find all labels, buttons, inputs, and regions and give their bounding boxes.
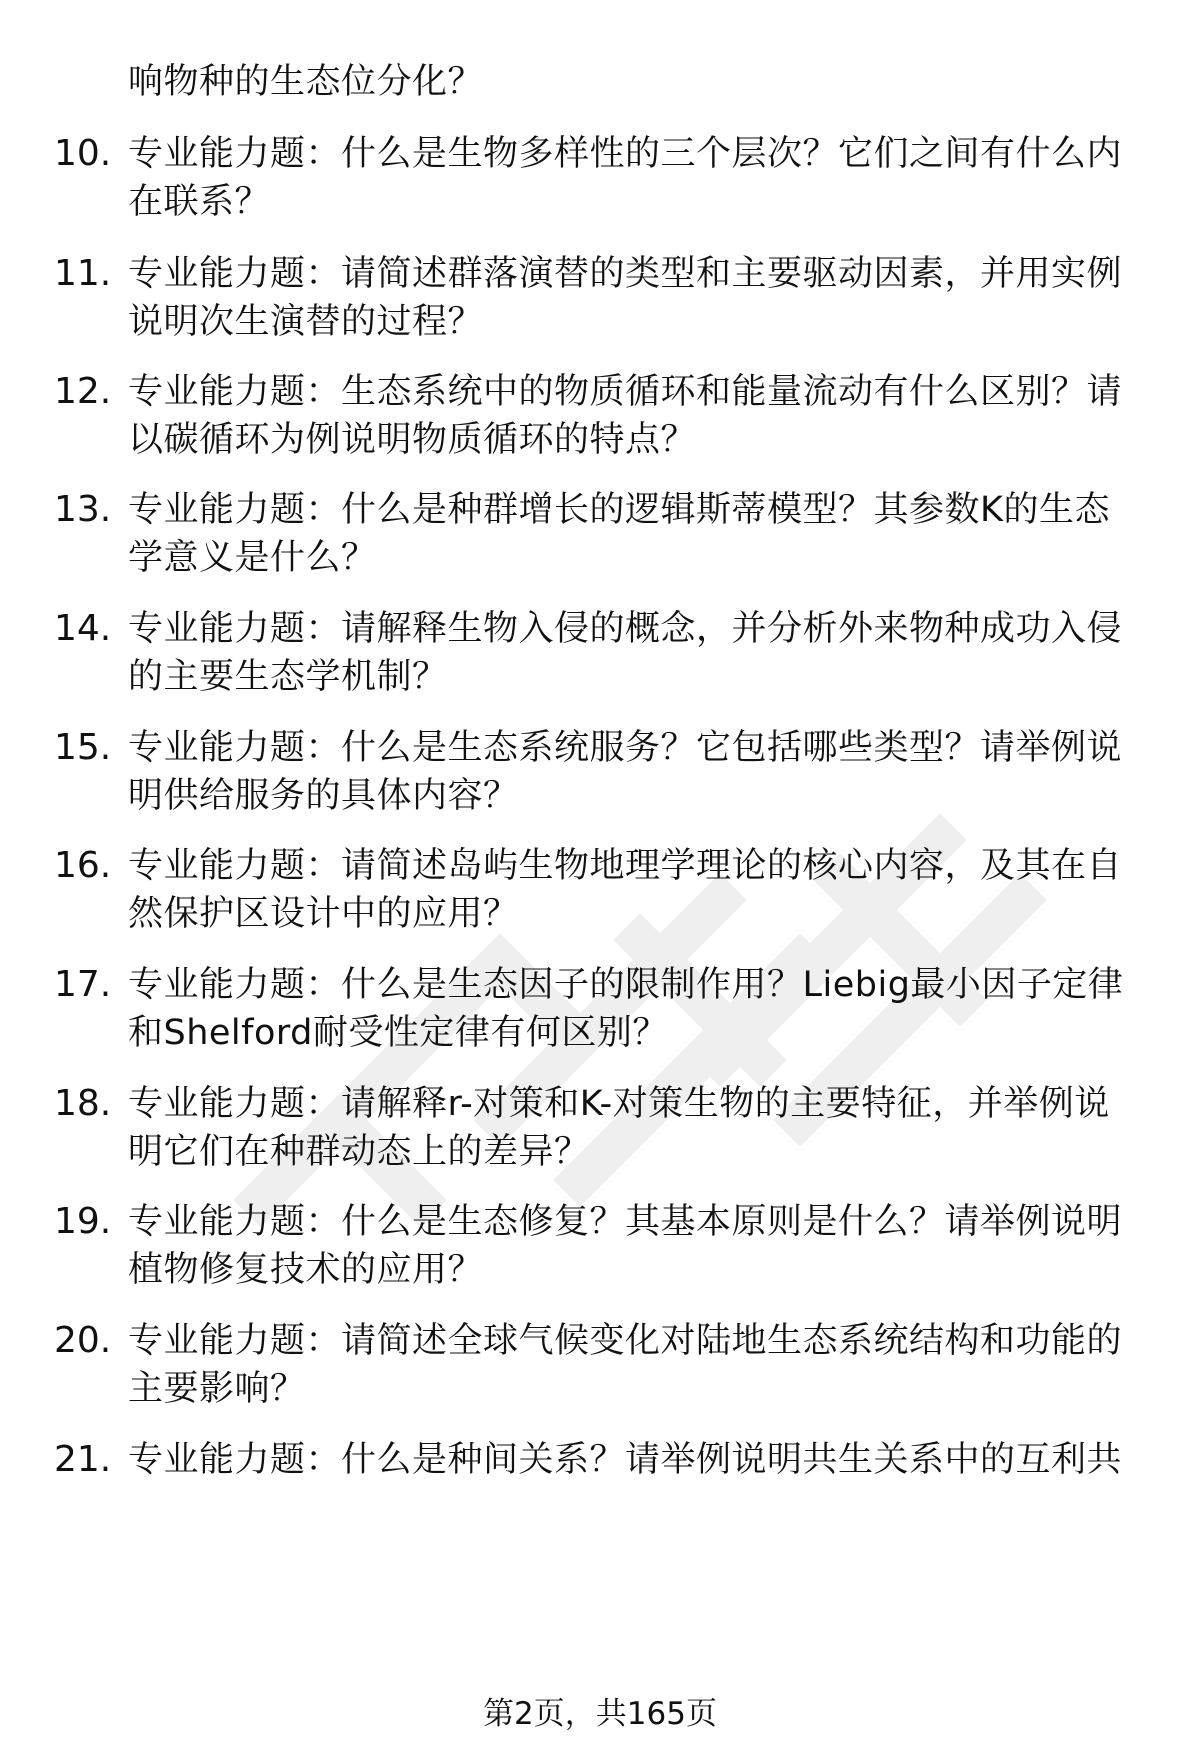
question-number: 14. [54,608,112,649]
question-number: 20. [54,1320,112,1361]
question-text: 专业能力题：什么是生态修复？其基本原则是什么？请举例说明植物修复技术的应用？ [128,1202,1123,1290]
question-text: 专业能力题：请解释r-对策和K-对策生物的主要特征，并举例说明它们在种群动态上的差异？ [128,1084,1110,1172]
question-text: 专业能力题：什么是生态因子的限制作用？Liebig最小因子定律和Shelford耐受性定律有何区别？ [128,965,1124,1053]
question-number: 13. [54,489,112,530]
question-number: 15. [54,727,112,768]
question-number: 12. [54,371,112,412]
question-number: 16. [54,845,112,886]
question-text: 专业能力题：什么是种间关系？请举例说明共生关系中的互利共 [128,1440,1123,1480]
question-text: 专业能力题：请解释生物入侵的概念，并分析外来物种成功入侵的主要生态学机制？ [128,609,1123,697]
question-number: 21. [54,1439,112,1480]
question-number: 10. [54,133,112,174]
question-text: 专业能力题：请简述全球气候变化对陆地生态系统结构和功能的主要影响？ [128,1321,1123,1409]
question-number: 19. [54,1201,112,1242]
question-text: 专业能力题：请简述群落演替的类型和主要驱动因素，并用实例说明次生演替的过程？ [128,254,1123,342]
page-footer: 第2页，共165页 [483,1696,717,1732]
question-text: 专业能力题：什么是生态系统服务？它包括哪些类型？请举例说明供给服务的具体内容？ [128,728,1123,816]
question-number: 18. [54,1083,112,1124]
question-text: 专业能力题：请简述岛屿生物地理学理论的核心内容，及其在自然保护区设计中的应用？ [128,846,1123,934]
question-text: 专业能力题：什么是生物多样性的三个层次？它们之间有什么内在联系？ [128,134,1123,222]
continuation-line: 响物种的生态位分化？ [128,62,484,102]
question-text: 专业能力题：生态系统中的物质循环和能量流动有什么区别？请以碳循环为例说明物质循环的特点？ [128,372,1123,460]
question-number: 11. [54,253,112,294]
question-text: 专业能力题：什么是种群增长的逻辑斯蒂模型？其参数K的生态学意义是什么？ [128,490,1110,578]
question-number: 17. [54,964,112,1005]
